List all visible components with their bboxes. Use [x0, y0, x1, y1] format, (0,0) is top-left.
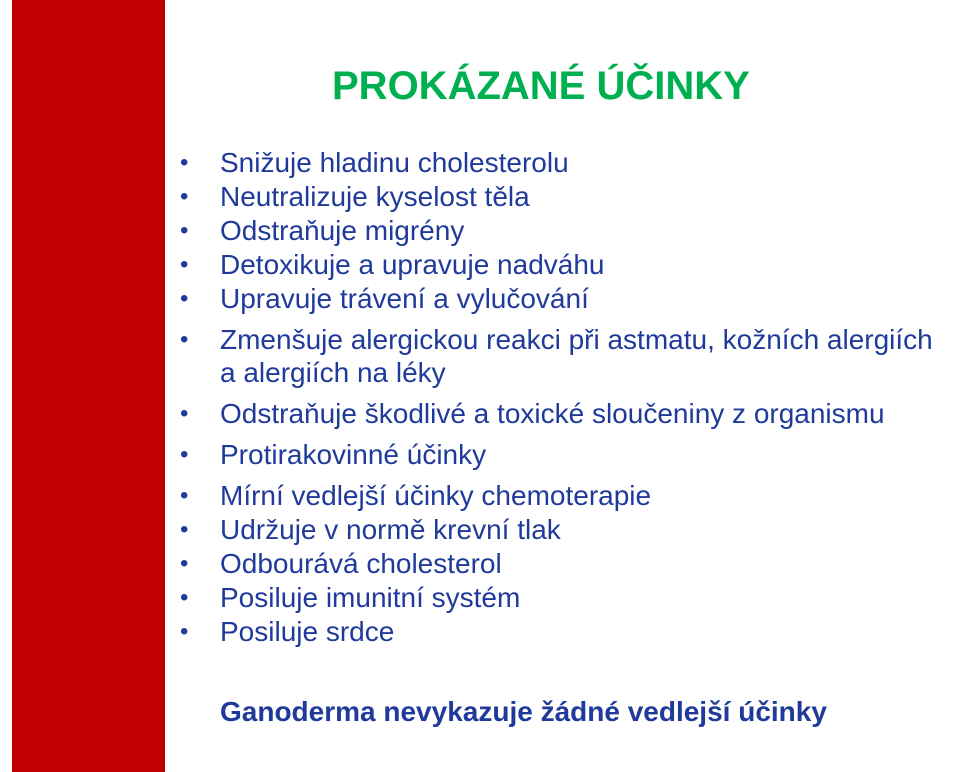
bullet-text: Udržuje v normě krevní tlak [220, 514, 561, 545]
slide-title: PROKÁZANÉ ÚČINKY [332, 64, 750, 108]
bullet-text: Detoxikuje a upravuje nadváhu [220, 249, 605, 280]
bullet-icon: • [180, 149, 189, 176]
bullet-text: Zmenšuje alergickou reakci při astmatu, kožních alergiích a alergiích na léky [220, 324, 933, 388]
bullet-text: Odstraňuje migrény [220, 215, 465, 246]
bullet-text: Neutralizuje kyselost těla [220, 181, 530, 212]
bullet-text: Posiluje srdce [220, 616, 395, 647]
bullet-item-12 [180, 581, 955, 614]
bullet-icon: • [180, 400, 189, 427]
bullet-item-8 [180, 438, 955, 471]
bullet-text: Mírní vedlejší účinky chemoterapie [220, 480, 652, 511]
bullet-icon: • [180, 441, 189, 468]
bullet-icon: • [180, 618, 189, 645]
footer-note: Ganoderma nevykazuje žádné vedlejší účinky [220, 696, 827, 727]
bullet-item-3 [180, 214, 955, 247]
bullet-item-1 [180, 146, 955, 179]
bullet-icon: • [180, 217, 189, 244]
bullet-item-6 [180, 323, 955, 389]
bullet-icon: • [180, 251, 189, 278]
bullet-item-11 [180, 547, 955, 580]
bullet-item-9 [180, 479, 955, 512]
bullet-item-4 [180, 248, 955, 281]
bullet-text: Snižuje hladinu cholesterolu [220, 147, 569, 178]
bullet-icon: • [180, 584, 189, 611]
bullet-icon: • [180, 516, 189, 543]
bullet-icon: • [180, 482, 189, 509]
bullet-text: Odbourává cholesterol [220, 548, 502, 579]
bullet-text: Odstraňuje škodlivé a toxické sloučeniny z organismu [220, 398, 885, 429]
bullet-icon: • [180, 550, 189, 577]
bullet-text: Protirakovinné účinky [220, 439, 487, 470]
bullet-item-10 [180, 513, 955, 546]
benefits-list [180, 146, 955, 648]
bullet-icon: • [180, 326, 189, 353]
bullet-text: Upravuje trávení a vylučování [220, 283, 589, 314]
bullet-icon: • [180, 285, 189, 312]
bullet-item-2 [180, 180, 955, 213]
bullet-item-7 [180, 397, 955, 430]
bullet-item-5 [180, 282, 955, 315]
red-side-bar [12, 0, 165, 772]
bullet-item-13 [180, 615, 955, 648]
bullet-icon: • [180, 183, 189, 210]
bullet-text: Posiluje imunitní systém [220, 582, 521, 613]
